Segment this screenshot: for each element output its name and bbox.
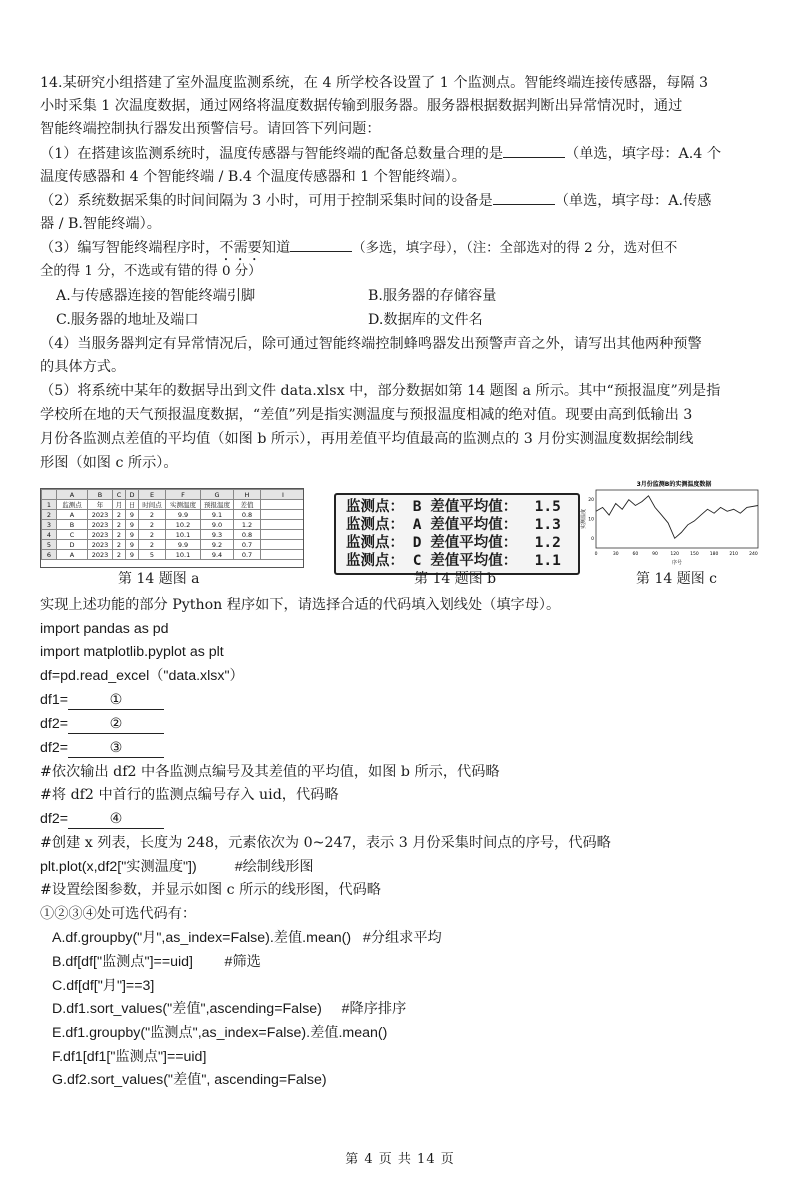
sheet-cell[interactable]: 2 <box>113 530 126 540</box>
console-output-row: 监测点： A 差值平均值： 1.3 <box>346 517 561 533</box>
sheet-cell[interactable]: H <box>234 490 261 500</box>
q5-line-1: （5）将系统中某年的数据导出到文件 data.xlsx 中，部分数据如第 14 题图 a 所示。其中“预报温度”列是指 <box>40 383 721 399</box>
intro-line-2: 小时采集 1 次温度数据，通过网络将温度数据传输到服务器。服务器根据数据判断出异常情况时，通过 <box>40 98 683 114</box>
sheet-row <box>42 520 305 530</box>
option-a: A.df.groupby("月",as_index=False).差值.mean() #分组求平均 <box>52 930 442 946</box>
sheet-cell[interactable]: 9 <box>126 530 139 540</box>
intro-line-3: 智能终端控制执行器发出预警信号。请回答下列问题： <box>40 121 381 137</box>
sheet-column-letters <box>42 490 305 500</box>
q3-option-b: B.服务器的存储容量 <box>368 288 497 304</box>
sheet-row <box>42 540 305 550</box>
sheet-cell[interactable]: 2023 <box>88 520 113 530</box>
sheet-cell[interactable] <box>261 550 305 560</box>
figure-b-output <box>334 493 580 575</box>
series-line-measured-temp <box>596 496 758 539</box>
sheet-cell[interactable]: 10.2 <box>166 520 201 530</box>
sheet-cell[interactable]: 年 <box>88 500 113 510</box>
q3-option-d: D.数据库的文件名 <box>368 312 483 328</box>
chart-x-tick-label: 210 <box>729 552 738 557</box>
sheet-cell[interactable]: 2023 <box>88 540 113 550</box>
sheet-row <box>42 510 305 520</box>
code-df2-first: df2= ② <box>40 713 164 735</box>
code-blank-2: ② <box>68 715 164 734</box>
figure-a-spreadsheet <box>40 488 304 568</box>
figure-c-line-chart <box>578 478 766 566</box>
options-title: ①②③④处可选代码有： <box>40 906 197 922</box>
sheet-cell[interactable]: 2023 <box>88 530 113 540</box>
sheet-cell[interactable]: 2023 <box>88 510 113 520</box>
figure-c-caption: 第 14 题图 c <box>636 571 718 587</box>
chart-y-tick-label: 0 <box>591 536 594 542</box>
console-output-row: 监测点： B 差值平均值： 1.5 <box>346 499 561 515</box>
sheet-cell[interactable] <box>261 530 305 540</box>
sheet-cell[interactable]: 9.1 <box>201 510 234 520</box>
sheet-cell[interactable]: 9 <box>126 540 139 550</box>
sheet-cell[interactable]: 1 <box>42 500 57 510</box>
code-plot: plt.plot(x,df2["实测温度"]) #绘制线形图 <box>40 859 314 875</box>
option-d: D.df1.sort_values("差值",ascending=False) #降序排序 <box>52 1001 407 1017</box>
q1-line-2: 温度传感器和 4 个智能终端 / B.4 个温度传感器和 1 个智能终端）。 <box>40 169 466 185</box>
q4-line-1: （4）当服务器判定有异常情况后，除可通过智能终端控制蜂鸣器发出预警声音之外，请写出其他两种预警 <box>40 336 702 352</box>
sheet-cell[interactable]: A <box>57 490 88 500</box>
spreadsheet-table <box>41 489 304 560</box>
sheet-cell[interactable]: 9.3 <box>201 530 234 540</box>
option-g: G.df2.sort_values("差值", ascending=False) <box>52 1072 327 1088</box>
code-blank-3: ③ <box>68 739 164 758</box>
sheet-cell[interactable]: 0.8 <box>234 530 261 540</box>
program-intro: 实现上述功能的部分 Python 程序如下，请选择合适的代码填入划线处（填字母）。 <box>40 597 561 613</box>
q2-line-1: （2）系统数据采集的时间间隔为 3 小时，可用于控制采集时间的设备是 （单选，填字母：A.传感 <box>40 190 711 212</box>
q3-line-2: 全的得 1 分，不选或有错的得 0 分） <box>40 264 262 279</box>
option-c: C.df[df["月"]==3] <box>52 978 155 994</box>
sheet-cell[interactable]: A <box>57 510 88 520</box>
q3-line-1: （3）编写智能终端程序时，不需要知道 （多选，填字母），（注：全部选对的得 2 分，选对但不 <box>40 237 677 264</box>
code-comment-4: #设置绘图参数，并显示如图 c 所示的线形图，代码略 <box>40 882 381 898</box>
sheet-cell[interactable]: 2 <box>139 510 166 520</box>
figure-a-caption: 第 14 题图 a <box>118 571 200 587</box>
q2-line-2: 器 / B.智能终端）。 <box>40 216 161 232</box>
sheet-cell[interactable]: I <box>261 490 305 500</box>
sheet-cell[interactable]: B <box>57 520 88 530</box>
sheet-cell[interactable]: D <box>57 540 88 550</box>
sheet-cell[interactable]: D <box>126 490 139 500</box>
chart-x-tick-label: 150 <box>690 552 699 557</box>
sheet-cell[interactable]: 0.8 <box>234 510 261 520</box>
chart-xlabel: 序号 <box>671 560 683 566</box>
sheet-cell[interactable]: 9.2 <box>201 540 234 550</box>
sheet-cell[interactable]: 9.0 <box>201 520 234 530</box>
chart-y-tick-label: 10 <box>588 517 594 523</box>
sheet-cell[interactable]: 月 <box>113 500 126 510</box>
sheet-cell[interactable]: 2 <box>139 540 166 550</box>
sheet-cell[interactable]: 2 <box>139 530 166 540</box>
sheet-cell[interactable]: 9 <box>126 550 139 560</box>
page-number: 第 4 页 共 14 页 <box>345 1152 455 1167</box>
sheet-cell[interactable] <box>261 520 305 530</box>
chart-x-tick-label: 180 <box>709 552 719 557</box>
sheet-cell[interactable]: C <box>113 490 126 500</box>
sheet-cell[interactable] <box>261 510 305 520</box>
q5-line-4: 形图（如图 c 所示）。 <box>40 455 178 471</box>
chart-y-tick-label: 20 <box>588 498 594 504</box>
code-read-excel: df=pd.read_excel（"data.xlsx"） <box>40 668 244 684</box>
option-f: F.df1[df1["监测点"]==uid] <box>52 1049 207 1065</box>
console-output-row: 监测点： C 差值平均值： 1.1 <box>346 553 561 569</box>
sheet-header-row <box>42 500 305 510</box>
sheet-cell[interactable]: 2 <box>113 510 126 520</box>
sheet-cell[interactable] <box>261 500 305 510</box>
code-import-plt: import matplotlib.pyplot as plt <box>40 644 224 660</box>
option-b: B.df[df["监测点"]==uid] #筛选 <box>52 954 261 970</box>
chart-ylabel: 实测温度 <box>581 508 587 530</box>
sheet-cell[interactable]: 9.4 <box>201 550 234 560</box>
figure-b-caption: 第 14 题图 b <box>414 571 497 587</box>
sheet-cell[interactable]: 10.1 <box>166 530 201 540</box>
code-blank-4: ④ <box>68 810 164 829</box>
code-import-pandas: import pandas as pd <box>40 621 169 637</box>
sheet-cell[interactable]: 0.7 <box>234 540 261 550</box>
sheet-cell[interactable]: 5 <box>42 540 57 550</box>
sheet-cell[interactable]: 10.1 <box>166 550 201 560</box>
sheet-cell[interactable]: 9.9 <box>166 540 201 550</box>
sheet-cell[interactable]: 实测温度 <box>166 500 201 510</box>
sheet-cell[interactable]: 0.7 <box>234 550 261 560</box>
sheet-cell[interactable]: A <box>57 550 88 560</box>
code-comment-3: #创建 x 列表，长度为 248，元素依次为 0~247，表示 3 月份采集时间点的序号，代码略 <box>40 835 611 851</box>
chart-title: 3月份监测B的实测温度数据 <box>636 481 712 488</box>
code-blank-1: ① <box>68 691 164 710</box>
chart-x-tick-label: 240 <box>749 552 758 557</box>
chart-x-tick-label: 30 <box>612 552 619 557</box>
sheet-cell[interactable]: 2 <box>42 510 57 520</box>
chart-frame <box>596 490 758 548</box>
sheet-cell[interactable]: 2 <box>113 520 126 530</box>
code-df2-third: df2= ④ <box>40 808 164 830</box>
sheet-cell[interactable]: 5 <box>139 550 166 560</box>
emphasis-text: 不需要 <box>219 240 262 256</box>
sheet-cell[interactable] <box>261 540 305 550</box>
code-df1: df1= ① <box>40 689 164 711</box>
sheet-cell[interactable]: 预报温度 <box>201 500 234 510</box>
sheet-cell[interactable]: 2 <box>113 540 126 550</box>
sheet-cell[interactable]: 3 <box>42 520 57 530</box>
sheet-cell[interactable]: F <box>166 490 201 500</box>
sheet-cell[interactable]: 时间点 <box>139 500 166 510</box>
code-df2-second: df2= ③ <box>40 737 164 759</box>
sheet-cell[interactable]: 9 <box>126 520 139 530</box>
sheet-cell[interactable]: 6 <box>42 550 57 560</box>
q1-line-1: （1）在搭建该监测系统时，温度传感器与智能终端的配备总数量合理的是 （单选，填字母：A.4 个 <box>40 143 721 165</box>
q5-line-3: 月份各监测点差值的平均值（如图 b 所示），再用差值平均值最高的监测点的 3 月份实测温度数据绘制线 <box>40 431 694 447</box>
code-comment-2: #将 df2 中首行的监测点编号存入 uid，代码略 <box>40 787 339 803</box>
q5-line-2: 学校所在地的天气预报温度数据，“差值”列是指实测温度与预报温度相减的绝对值。现要由高到低输出 3 <box>40 407 693 423</box>
answer-blank-2 <box>493 190 555 205</box>
sheet-cell[interactable]: 1.2 <box>234 520 261 530</box>
code-comment-1: #依次输出 df2 中各监测点编号及其差值的平均值，如图 b 所示，代码略 <box>40 764 500 780</box>
q4-line-2: 的具体方式。 <box>40 359 126 375</box>
sheet-cell[interactable]: 9 <box>126 510 139 520</box>
answer-blank-3 <box>290 237 352 252</box>
q3-option-c: C.服务器的地址及端口 <box>56 312 199 328</box>
chart-x-tick-label: 120 <box>670 552 679 557</box>
sheet-cell[interactable]: 2023 <box>88 550 113 560</box>
chart-x-tick-label: 60 <box>632 552 639 557</box>
sheet-cell[interactable]: 日 <box>126 500 139 510</box>
sheet-cell[interactable]: 4 <box>42 530 57 540</box>
sheet-cell[interactable]: G <box>201 490 234 500</box>
sheet-cell[interactable]: 差值 <box>234 500 261 510</box>
sheet-cell[interactable]: 2 <box>139 520 166 530</box>
sheet-cell[interactable]: B <box>88 490 113 500</box>
sheet-cell[interactable]: 监测点 <box>57 500 88 510</box>
answer-blank-1 <box>503 143 565 158</box>
sheet-row <box>42 550 305 560</box>
chart-x-tick-label: 0 <box>594 552 598 557</box>
sheet-row <box>42 530 305 540</box>
sheet-cell[interactable]: E <box>139 490 166 500</box>
sheet-cell[interactable]: 9.9 <box>166 510 201 520</box>
option-e: E.df1.groupby("监测点",as_index=False).差值.mean() <box>52 1025 388 1041</box>
q3-option-a: A.与传感器连接的智能终端引脚 <box>56 288 256 304</box>
intro-line-1: 14.某研究小组搭建了室外温度监测系统，在 4 所学校各设置了 1 个监测点。智能终端连接传感器，每隔 3 <box>40 75 709 91</box>
chart-x-tick-label: 90 <box>652 552 658 557</box>
sheet-cell[interactable]: C <box>57 530 88 540</box>
sheet-cell[interactable]: 2 <box>113 550 126 560</box>
console-output-row: 监测点： D 差值平均值： 1.2 <box>346 535 561 551</box>
sheet-cell[interactable] <box>42 490 57 500</box>
